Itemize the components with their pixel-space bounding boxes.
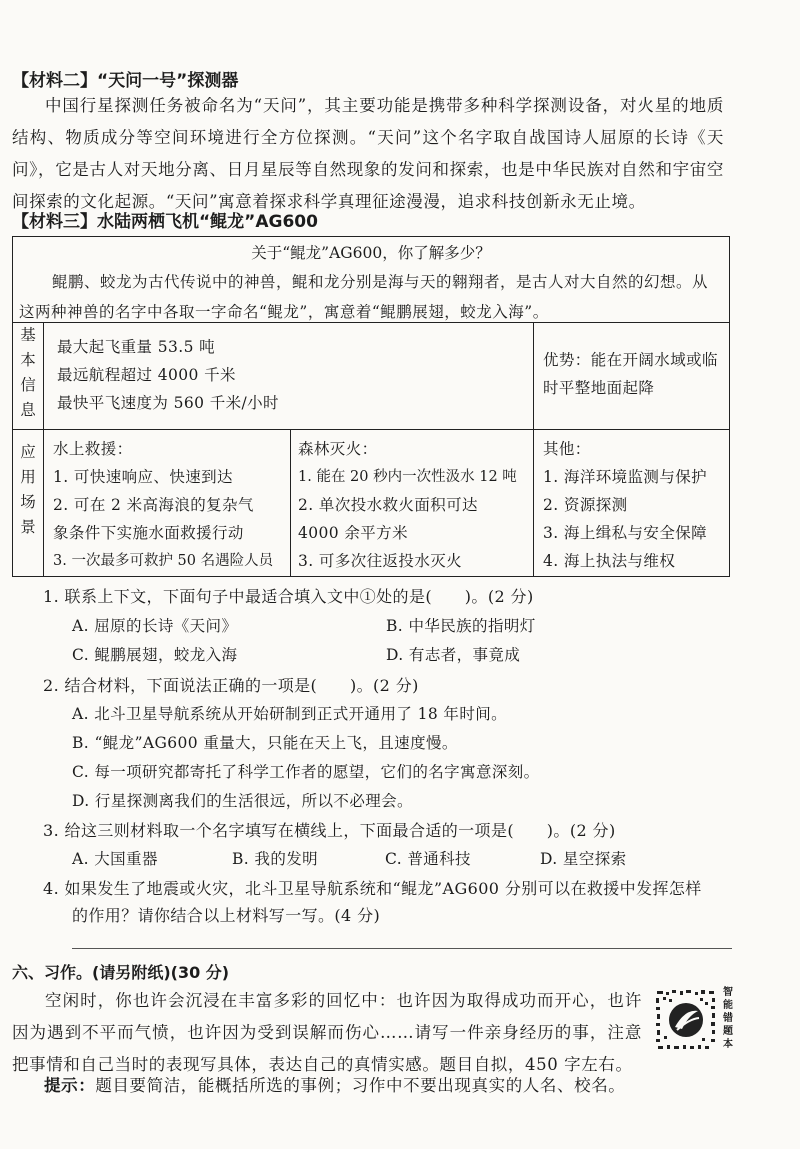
ag600-info-table <box>12 236 730 577</box>
section-divider <box>72 948 732 949</box>
table-divider <box>13 322 729 323</box>
q1-option-d[interactable]: D. 有志者，事竟成 <box>386 646 521 664</box>
other-use-line: 1. 海洋环境监测与保护 <box>543 468 708 486</box>
table-title: 关于“鲲龙”AG600，你了解多少？ <box>251 244 491 262</box>
table-intro: 鲲鹏、蛟龙为古代传说中的神兽，鲲和龙分别是海与天的翱翔者，是古人对大自然的幻想。从这两种神兽的名字中各取一字命名“鲲龙”，寓意着“鲲鹏展翅，蛟龙入海”。 <box>19 273 709 321</box>
water-rescue-line: 3. 一次最多可救护 50 名遇险人员 <box>53 553 274 569</box>
question-2: 2. 结合材料，下面说法正确的一项是( )。(2 分) <box>43 676 419 695</box>
table-divider <box>13 429 729 430</box>
basic-info-label: 基本信息 <box>20 326 36 419</box>
advantage-line: 优势：能在开阔水域或临 <box>543 351 718 369</box>
tip-label: 提示： <box>44 1076 96 1095</box>
forest-fire-line: 森林灭火： <box>298 440 378 458</box>
writing-prompt: 空闲时，你也许会沉浸在丰富多彩的回忆中：也许因为取得成功而开心，也许因为遇到不平而气愤，也许因为受到误解而伤心……请写一件亲身经历的事，注意把事情和自己当时的表现写具体，表达自己的真情实感。题目自拟，450 字左右。 <box>12 991 642 1074</box>
table-divider <box>43 322 44 576</box>
forest-fire-line: 4000 余平方米 <box>298 524 408 542</box>
q2-option-b[interactable]: B. “鲲龙”AG600 重量大，只能在天上飞，且速度慢。 <box>72 734 458 752</box>
table-divider <box>533 322 534 576</box>
q3-option-c[interactable]: C. 普通科技 <box>385 850 471 868</box>
forest-fire-line: 3. 可多次往返投水灭火 <box>298 552 463 570</box>
q3-option-b[interactable]: B. 我的发明 <box>232 850 319 868</box>
qr-code-icon[interactable] <box>655 989 717 1051</box>
other-use-line: 3. 海上缉私与安全保障 <box>543 524 708 542</box>
q1-option-c[interactable]: C. 鲲鹏展翅，蛟龙入海 <box>72 646 238 664</box>
q2-option-d[interactable]: D. 行星探测离我们的生活很远，所以不必理会。 <box>72 792 413 810</box>
basic-info-line: 最快平飞速度为 560 千米/小时 <box>57 394 279 412</box>
question-4-line: 4. 如果发生了地震或火灾，北斗卫星导航系统和“鲲龙”AG600 分别可以在救援中发挥怎样 <box>43 879 702 898</box>
advantage-line: 时平整地面起降 <box>543 379 655 397</box>
q2-option-c[interactable]: C. 每一项研究都寄托了科学工作者的愿望，它们的名字寓意深刻。 <box>72 763 540 781</box>
water-rescue-line: 象条件下实施水面救援行动 <box>53 524 244 542</box>
question-1: 1. 联系上下文，下面句子中最适合填入文中①处的是( )。(2 分) <box>43 587 534 606</box>
forest-fire-line: 1. 能在 20 秒内一次性汲水 12 吨 <box>298 469 517 485</box>
question-4-line: 的作用？请你结合以上材料写一写。(4 分) <box>72 906 381 925</box>
q1-option-b[interactable]: B. 中华民族的指明灯 <box>386 617 536 635</box>
table-divider <box>290 429 291 576</box>
forest-fire-line: 2. 单次投水救火面积可达 <box>298 496 478 514</box>
other-use-line: 4. 海上执法与维权 <box>543 552 676 570</box>
question-3: 3. 给这三则材料取一个名字填写在横线上，下面最合适的一项是( )。(2 分) <box>43 821 616 840</box>
basic-info-line: 最大起飞重量 53.5 吨 <box>57 338 216 356</box>
material2-heading: 【材料二】“天问一号”探测器 <box>12 71 239 91</box>
writing-heading: 六、习作。(请另附纸)(30 分) <box>12 963 230 982</box>
q2-option-a[interactable]: A. 北斗卫星导航系统从开始研制到正式开通用了 18 年时间。 <box>72 705 508 723</box>
writing-tip <box>44 1070 724 1102</box>
q3-option-a[interactable]: A. 大国重器 <box>72 850 158 868</box>
qr-label: 智能错题本 <box>723 987 733 1050</box>
material3-heading: 【材料三】水陆两栖飞机“鲲龙”AG600 <box>12 212 318 232</box>
q1-option-a[interactable]: A. 屈原的长诗《天问》 <box>72 617 238 635</box>
other-use-line: 其他： <box>543 440 591 458</box>
basic-info-line: 最远航程超过 4000 千米 <box>57 366 236 384</box>
water-rescue-line: 水上救援： <box>53 440 133 458</box>
q3-option-d[interactable]: D. 星空探索 <box>540 850 627 868</box>
material2-paragraph: 中国行星探测任务被命名为“天问”，其主要功能是携带多种科学探测设备，对火星的地质结构、物质成分等空间环境进行全方位探测。“天问”这个名字取自战国诗人屈原的长诗《天问》，它是古人对天地分离、日月星辰等自然现象的发问和探索，也是中华民族对自然和宇宙空间探索的文化起源。“天问”寓意着探求科学真理征途漫漫，追求科技创新永无止境。 <box>12 96 724 211</box>
tip-text: 题目要简洁，能概括所选的事例；习作中不要出现真实的人名、校名。 <box>95 1076 626 1095</box>
other-use-line: 2. 资源探测 <box>543 496 628 514</box>
water-rescue-line: 2. 可在 2 米高海浪的复杂气 <box>53 496 254 514</box>
scenario-label: 应用场景 <box>20 443 36 536</box>
water-rescue-line: 1. 可快速响应、快速到达 <box>53 468 233 486</box>
